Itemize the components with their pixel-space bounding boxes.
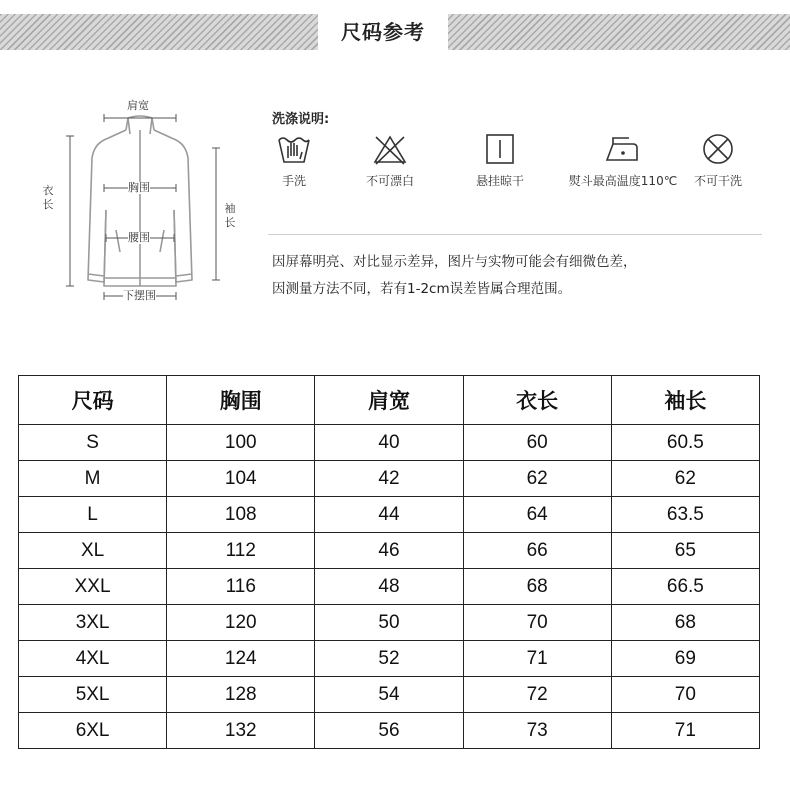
table-row bbox=[19, 569, 760, 605]
wash-item-hand-wash bbox=[244, 132, 344, 189]
hang-dry-icon bbox=[482, 132, 518, 166]
cell-chest: 124 bbox=[167, 641, 315, 677]
table-row bbox=[19, 533, 760, 569]
cell-length: 64 bbox=[463, 497, 611, 533]
cell-shoulder: 48 bbox=[315, 569, 463, 605]
shoulder-width-label: 肩宽 bbox=[127, 99, 149, 112]
cell-length: 62 bbox=[463, 461, 611, 497]
cell-chest: 108 bbox=[167, 497, 315, 533]
cell-length: 73 bbox=[463, 713, 611, 749]
cell-shoulder: 44 bbox=[315, 497, 463, 533]
cell-chest: 120 bbox=[167, 605, 315, 641]
cell-chest: 112 bbox=[167, 533, 315, 569]
waist-label: 腰围 bbox=[128, 231, 150, 244]
cell-size: M bbox=[19, 461, 167, 497]
header-chest: 胸围 bbox=[167, 376, 315, 425]
no-tumble-dry-icon bbox=[700, 132, 736, 166]
cell-shoulder: 54 bbox=[315, 677, 463, 713]
no-bleach-icon bbox=[372, 132, 408, 166]
size-table-body bbox=[19, 425, 760, 749]
washing-title: 洗涤说明: bbox=[272, 112, 330, 127]
cell-length: 60 bbox=[463, 425, 611, 461]
no-bleach-label: 不可漂白 bbox=[365, 174, 414, 188]
size-table bbox=[18, 375, 760, 749]
cell-sleeve: 66.5 bbox=[611, 569, 759, 605]
cell-length: 72 bbox=[463, 677, 611, 713]
header-sleeve: 袖长 bbox=[611, 376, 759, 425]
cell-chest: 104 bbox=[167, 461, 315, 497]
header-length: 衣长 bbox=[463, 376, 611, 425]
cell-chest: 100 bbox=[167, 425, 315, 461]
cell-size: 4XL bbox=[19, 641, 167, 677]
wash-item-iron bbox=[563, 132, 683, 189]
cell-chest: 132 bbox=[167, 713, 315, 749]
table-header-row bbox=[19, 376, 760, 425]
hand-wash-label: 手洗 bbox=[281, 174, 306, 188]
section-divider bbox=[268, 234, 762, 235]
no-tumble-dry-label: 不可干洗 bbox=[693, 174, 742, 188]
cell-length: 66 bbox=[463, 533, 611, 569]
cell-sleeve: 62 bbox=[611, 461, 759, 497]
cell-length: 71 bbox=[463, 641, 611, 677]
wash-item-hang-dry bbox=[450, 132, 550, 189]
cell-size: L bbox=[19, 497, 167, 533]
header-size: 尺码 bbox=[19, 376, 167, 425]
cell-sleeve: 70 bbox=[611, 677, 759, 713]
cell-sleeve: 63.5 bbox=[611, 497, 759, 533]
cell-shoulder: 52 bbox=[315, 641, 463, 677]
cell-size: XL bbox=[19, 533, 167, 569]
hang-dry-label: 悬挂晾干 bbox=[475, 174, 524, 188]
cell-shoulder: 50 bbox=[315, 605, 463, 641]
jacket-illustration bbox=[30, 90, 250, 310]
notice-line-1: 因屏幕明亮、对比显示差异，图片与实物可能会有细微色差， bbox=[272, 254, 637, 270]
cell-chest: 116 bbox=[167, 569, 315, 605]
hem-label: 下摆围 bbox=[123, 289, 156, 302]
cell-sleeve: 69 bbox=[611, 641, 759, 677]
cell-shoulder: 46 bbox=[315, 533, 463, 569]
cell-length: 68 bbox=[463, 569, 611, 605]
wash-item-no-tumble-dry bbox=[668, 132, 768, 189]
cell-chest: 128 bbox=[167, 677, 315, 713]
table-row bbox=[19, 641, 760, 677]
cell-sleeve: 68 bbox=[611, 605, 759, 641]
cell-length: 70 bbox=[463, 605, 611, 641]
cell-size: 5XL bbox=[19, 677, 167, 713]
notice-line-2: 因测量方法不同，若有1-2cm误差皆属合理范围。 bbox=[272, 281, 572, 297]
cell-sleeve: 65 bbox=[611, 533, 759, 569]
cell-sleeve: 71 bbox=[611, 713, 759, 749]
chest-label: 胸围 bbox=[128, 181, 150, 194]
cell-size: S bbox=[19, 425, 167, 461]
cell-shoulder: 56 bbox=[315, 713, 463, 749]
table-row bbox=[19, 461, 760, 497]
table-row bbox=[19, 425, 760, 461]
cell-size: 6XL bbox=[19, 713, 167, 749]
table-row bbox=[19, 605, 760, 641]
cell-shoulder: 40 bbox=[315, 425, 463, 461]
cell-sleeve: 60.5 bbox=[611, 425, 759, 461]
table-row bbox=[19, 497, 760, 533]
cell-shoulder: 42 bbox=[315, 461, 463, 497]
iron-icon bbox=[603, 132, 643, 166]
table-row bbox=[19, 677, 760, 713]
length-label: 衣长 bbox=[42, 184, 54, 211]
cell-size: XXL bbox=[19, 569, 167, 605]
page-title: 尺码参考 bbox=[318, 14, 448, 50]
hand-wash-icon bbox=[276, 132, 312, 166]
wash-item-no-bleach bbox=[340, 132, 440, 189]
header-shoulder: 肩宽 bbox=[315, 376, 463, 425]
cell-size: 3XL bbox=[19, 605, 167, 641]
jacket-measurement-diagram bbox=[30, 90, 250, 310]
sleeve-length-label: 袖长 bbox=[224, 202, 236, 229]
iron-label: 熨斗最高温度110℃ bbox=[568, 174, 678, 188]
header-banner bbox=[0, 14, 790, 50]
table-row bbox=[19, 713, 760, 749]
